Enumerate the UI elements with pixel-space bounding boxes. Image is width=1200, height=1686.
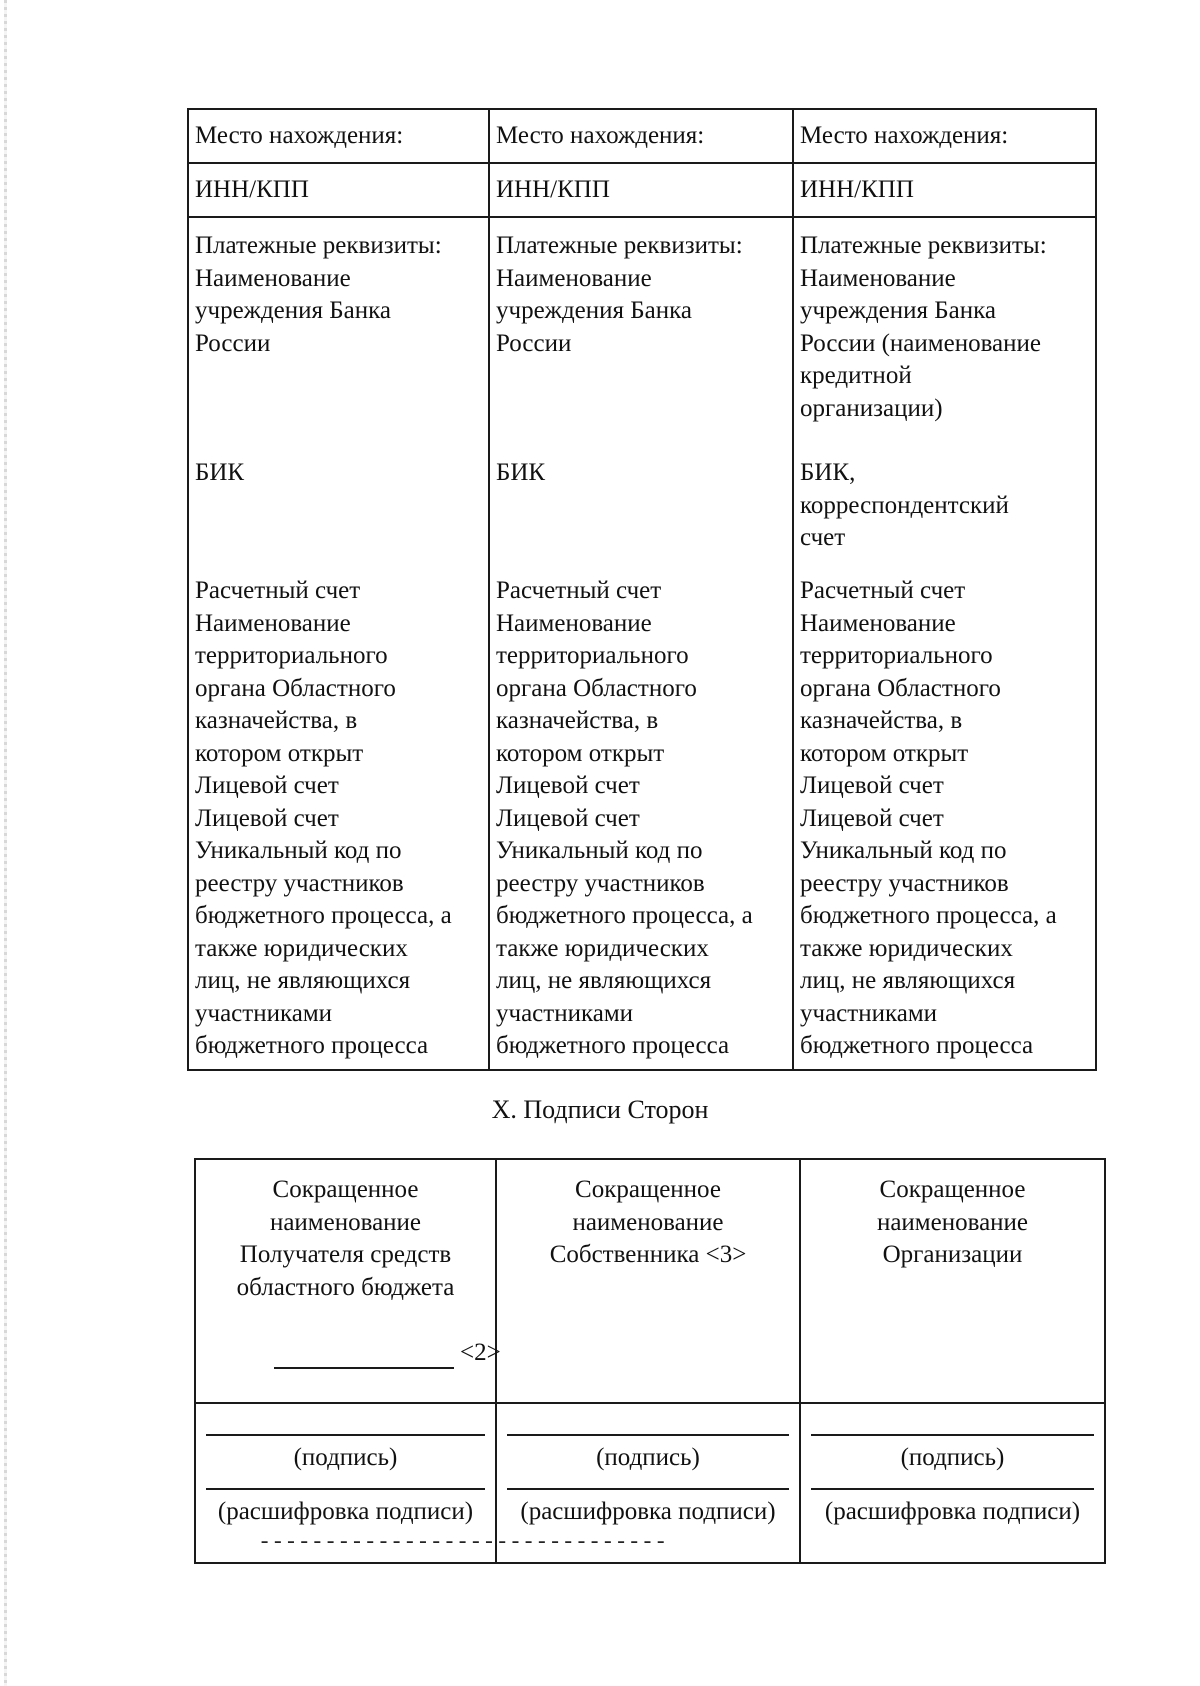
party-name-line: наименование (572, 1208, 724, 1236)
payment-line: России (наименование (800, 329, 1042, 357)
party-name-cell (800, 1159, 1105, 1403)
account-line: участниками (800, 999, 938, 1027)
account-line: Лицевой счет (195, 772, 339, 799)
account-line: Лицевой счет (195, 804, 339, 832)
party-name-cell (496, 1159, 800, 1403)
payment-details-cell (188, 217, 489, 1070)
party-name-blank-line (200, 1304, 501, 1402)
bik-line: БИК, (800, 459, 856, 486)
location-cell (793, 109, 1096, 163)
party-names-row (195, 1159, 1105, 1403)
bik-block (496, 457, 786, 575)
payment-line: учреждения Банка (496, 297, 692, 324)
account-line: казначейства, в (496, 707, 659, 734)
payment-line: учреждения Банка (195, 297, 391, 324)
decoding-caption: (расшифровка подписи) (520, 1498, 776, 1525)
account-line: реестру участников (195, 869, 404, 897)
account-line: органа Областного (195, 674, 396, 702)
section-title: X. Подписи Сторон (491, 1095, 709, 1124)
party-name-line: Организации (882, 1241, 1023, 1268)
payment-line: учреждения Банка (800, 297, 996, 324)
account-line: Лицевой счет (496, 772, 640, 799)
payment-line: России (195, 329, 271, 357)
location-label: Место нахождения: (195, 121, 404, 149)
payment-line: Платежные реквизиты: (800, 232, 1047, 259)
payment-details-cell (489, 217, 793, 1070)
account-line: органа Областного (496, 674, 697, 702)
location-label: Место нахождения: (800, 121, 1009, 149)
account-line: участниками (195, 999, 333, 1027)
account-line: Лицевой счет (800, 772, 944, 799)
bik-block (800, 457, 1089, 575)
signature-cell (800, 1403, 1105, 1563)
account-line: территориального (496, 642, 689, 669)
bik-line: БИК (496, 459, 546, 486)
footnote-separator: ------------------------------- (258, 1530, 668, 1555)
account-line: бюджетного процесса (800, 1032, 1034, 1059)
account-line: реестру участников (496, 869, 705, 897)
footnote-ref: <2> (460, 1338, 501, 1366)
party-name-line: Получателя средств (239, 1241, 452, 1268)
party-name-line: Сокращенное (879, 1176, 1026, 1203)
payment-details-cell (793, 217, 1096, 1070)
account-line: котором открыт (800, 739, 969, 767)
inn-kpp-cell (793, 163, 1096, 217)
inn-kpp-row (188, 163, 1096, 217)
account-line: бюджетного процесса (195, 1032, 429, 1059)
payment-block (195, 230, 482, 457)
account-line: также юридических (800, 934, 1013, 962)
bik-line: БИК (195, 459, 245, 486)
bik-line: счет (800, 524, 846, 551)
account-block (195, 575, 482, 1063)
payment-details-row (188, 217, 1096, 1070)
decoding-caption: (расшифровка подписи) (824, 1498, 1081, 1525)
account-line: казначейства, в (195, 707, 358, 734)
account-line: территориального (800, 642, 993, 669)
party-name-cell (195, 1159, 501, 1403)
signatures-table (194, 1158, 1106, 1564)
inn-kpp-label: ИНН/КПП (195, 175, 309, 203)
account-line: органа Областного (800, 674, 1001, 702)
account-line: Наименование (496, 609, 652, 637)
account-line: бюджетного процесса, а (800, 902, 1057, 929)
inn-kpp-cell (188, 163, 489, 217)
location-row (188, 109, 1096, 163)
name-blank-field (274, 1341, 454, 1369)
payment-line: кредитной (800, 362, 912, 389)
signature-caption: (подпись) (900, 1443, 1005, 1471)
account-line: территориального (195, 642, 388, 669)
payment-line: организации) (800, 394, 943, 422)
account-line: бюджетного процесса, а (195, 902, 452, 929)
party-name-line: Собственника <3> (549, 1241, 747, 1268)
account-line: Уникальный код по (800, 837, 1007, 864)
inn-kpp-label: ИНН/КПП (496, 175, 610, 203)
party-name-line: наименование (269, 1208, 422, 1236)
account-line: участниками (496, 999, 634, 1027)
party-name-line: областного бюджета (236, 1273, 455, 1301)
account-line: Наименование (800, 609, 956, 637)
decoding-line (507, 1488, 789, 1490)
account-line: Лицевой счет (800, 804, 944, 832)
account-line: Лицевой счет (496, 804, 640, 832)
scan-edge (4, 0, 7, 1686)
account-line: казначейства, в (800, 707, 963, 734)
account-block (496, 575, 786, 1063)
party-name-line: наименование (876, 1208, 1029, 1236)
signature-line (206, 1434, 485, 1436)
inn-kpp-cell (489, 163, 793, 217)
payment-line: Наименование (195, 264, 351, 292)
inn-kpp-label: ИНН/КПП (800, 175, 914, 203)
signature-caption: (подпись) (293, 1443, 398, 1471)
account-block (800, 575, 1089, 1063)
account-line: Уникальный код по (496, 837, 703, 864)
location-cell (188, 109, 489, 163)
location-cell (489, 109, 793, 163)
account-line: котором открыт (195, 739, 364, 767)
account-line: бюджетного процесса, а (496, 902, 753, 929)
account-line: Расчетный счет (195, 577, 361, 604)
account-line: Расчетный счет (496, 577, 662, 604)
decoding-line (811, 1488, 1094, 1490)
account-line: реестру участников (800, 869, 1009, 897)
party-name-line: Сокращенное (272, 1176, 419, 1203)
account-line: также юридических (496, 934, 709, 962)
account-line: Расчетный счет (800, 577, 966, 604)
account-line: лиц, не являющихся (800, 967, 1016, 994)
bik-block (195, 457, 482, 575)
decoding-caption: (расшифровка подписи) (217, 1498, 474, 1525)
signature-line (507, 1434, 789, 1436)
payment-line: Платежные реквизиты: (496, 232, 743, 259)
decoding-line (206, 1488, 485, 1490)
location-label: Место нахождения: (496, 121, 705, 149)
account-line: также юридических (195, 934, 408, 962)
account-line: котором открыт (496, 739, 665, 767)
payment-line: России (496, 329, 572, 357)
payment-line: Платежные реквизиты: (195, 232, 442, 259)
account-line: лиц, не являющихся (496, 967, 712, 994)
requisites-table (187, 108, 1097, 1071)
signature-line (811, 1434, 1094, 1436)
payment-line: Наименование (496, 264, 652, 292)
account-line: Наименование (195, 609, 351, 637)
account-line: лиц, не являющихся (195, 967, 411, 994)
bik-line: корреспондентский (800, 491, 1009, 519)
payment-line: Наименование (800, 264, 956, 292)
payment-block (800, 230, 1089, 457)
payment-block (496, 230, 786, 457)
account-line: бюджетного процесса (496, 1032, 730, 1059)
signature-caption: (подпись) (596, 1443, 700, 1471)
account-line: Уникальный код по (195, 837, 402, 864)
party-name-line: Сокращенное (575, 1176, 721, 1203)
